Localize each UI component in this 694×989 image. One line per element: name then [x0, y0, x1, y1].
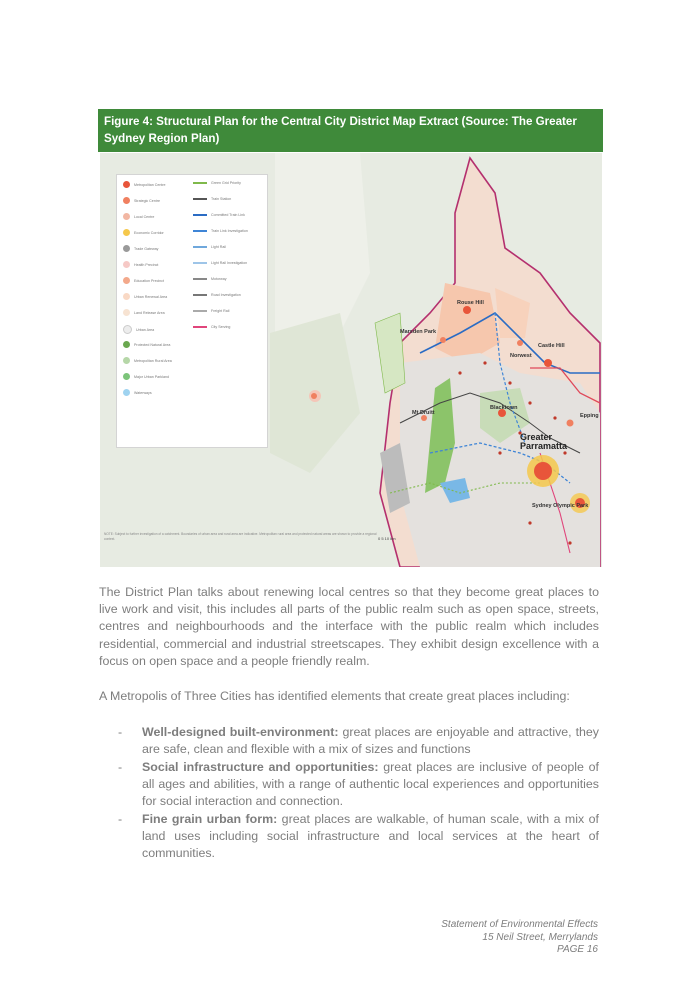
body-paragraph-1: The District Plan talks about renewing local centres so that they become great places to live work and visit, this includes all parts of the public realm such as open space, streets, centres and neighbourhoods and the interface with the public realm which includes residential, commercial and industrial streetscapes. They exhibit design excellence with a focus on open space and a people friendly realm. — [99, 585, 599, 668]
legend-item: Strategic Centre — [123, 197, 160, 204]
legend-item: Urban Area — [123, 325, 154, 334]
legend-item: Motorway — [193, 277, 227, 281]
legend-item: Train Station — [193, 197, 231, 201]
list-item: - Fine grain urban form: great places are walkable, of human scale, with a mix of land uses including social infrastructure and local services at the heart of communities. — [118, 812, 599, 860]
legend-swatch — [123, 373, 130, 380]
legend-swatch — [123, 389, 130, 396]
centre-greater-parramatta — [534, 462, 552, 480]
legend-swatch — [193, 278, 207, 280]
map-label-norwest: Norwest — [510, 353, 532, 359]
legend-item: Land Release Area — [123, 309, 165, 316]
legend-item: Metropolitan Rural Area — [123, 357, 172, 364]
legend-swatch — [123, 181, 130, 188]
legend-item: Health Precinct — [123, 261, 158, 268]
list-item: - Social infrastructure and opportunities: great places are inclusive of people of all ages and abilities, with a range of authentic local experiences and opportunities for social interaction and connection. — [118, 760, 599, 808]
legend-item: Green Grid Priority — [193, 181, 241, 185]
map-note: NOTE: Subject to further investigation of a catchment. Boundaries of urban area and rural area are indicative. Metropolitan rural area and protected natural areas are shown to provide a regional context. — [104, 532, 377, 541]
legend-swatch — [193, 198, 207, 200]
centre-rouse-hill — [463, 306, 471, 314]
legend-item: Light Rail Investigation — [193, 261, 247, 265]
map-legend — [116, 174, 268, 448]
legend-swatch — [123, 325, 132, 334]
structural-plan-map — [100, 153, 602, 567]
legend-swatch — [123, 293, 130, 300]
legend-swatch — [123, 197, 130, 204]
map-label-mt-druitt: Mt Druitt — [412, 410, 435, 416]
legend-swatch — [123, 341, 130, 348]
map-label-sydney-olympic-park: Sydney Olympic Park — [532, 503, 589, 509]
map-label-epping: Epping — [580, 413, 599, 419]
legend-swatch — [193, 182, 207, 184]
legend-item: Trade Gateway — [123, 245, 158, 252]
legend-item: Major Urban Parkland — [123, 373, 169, 380]
legend-item: Metropolitan Centre — [123, 181, 166, 188]
legend-swatch — [123, 261, 130, 268]
legend-swatch — [193, 214, 207, 216]
legend-swatch — [123, 357, 130, 364]
legend-swatch — [123, 309, 130, 316]
legend-item: Economic Corridor — [123, 229, 164, 236]
footer-document-title: Statement of Environmental Effects — [441, 919, 598, 930]
legend-swatch — [123, 277, 130, 284]
great-places-list — [118, 724, 599, 863]
legend-item: Local Centre — [123, 213, 154, 220]
legend-item: Protected Natural Area — [123, 341, 170, 348]
legend-item: Waterways — [123, 389, 152, 396]
map-label-blacktown: Blacktown — [490, 405, 518, 411]
legend-swatch — [193, 262, 207, 264]
map-label-rouse-hill: Rouse Hill — [457, 300, 484, 306]
map-label-marsden-park: Marsden Park — [400, 329, 437, 335]
legend-swatch — [193, 326, 207, 328]
legend-item: Train Link Investigation — [193, 229, 248, 233]
legend-swatch — [193, 246, 207, 248]
footer-address: 15 Neil Street, Merrylands — [482, 931, 598, 943]
map-scale-bar: 0 5 10 km — [378, 536, 396, 541]
legend-swatch — [193, 310, 207, 312]
legend-swatch — [123, 213, 130, 220]
legend-item: City Serving — [193, 325, 230, 329]
legend-item: Committed Train Link — [193, 213, 245, 217]
list-item: - Well-designed built-environment: great places are enjoyable and attractive, they are safe, clean and flexible with a mix of sizes and functions — [118, 725, 599, 756]
map-label-castle-hill: Castle Hill — [538, 343, 565, 349]
legend-item: Freight Rail — [193, 309, 229, 313]
legend-swatch — [193, 230, 207, 232]
page-footer — [441, 919, 598, 957]
legend-item: Light Rail — [193, 245, 226, 249]
legend-item: Urban Renewal Area — [123, 293, 167, 300]
legend-swatch — [123, 245, 130, 252]
page-number: PAGE 16 — [557, 944, 598, 955]
legend-item: Education Precinct — [123, 277, 164, 284]
legend-swatch — [123, 229, 130, 236]
legend-swatch — [193, 294, 207, 296]
body-paragraph-2: A Metropolis of Three Cities has identified elements that create great places including: — [99, 689, 570, 703]
figure-caption: Figure 4: Structural Plan for the Central City District Map Extract (Source: The Greater Sydney Region Plan) — [98, 109, 603, 152]
legend-item: Road Investigation — [193, 293, 241, 297]
map-label-greater-parramatta: Greater Parramatta — [520, 432, 568, 451]
